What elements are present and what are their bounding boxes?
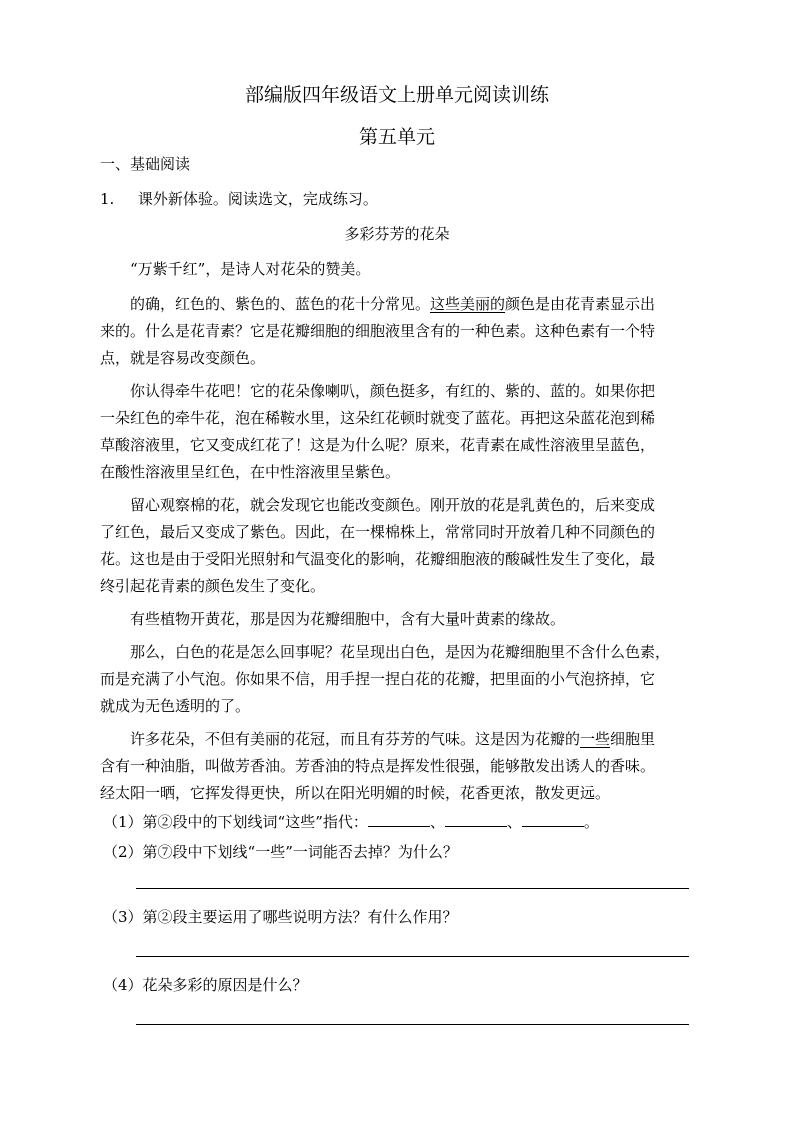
question-1-1 [103, 812, 599, 832]
paragraph-3-line-3: 草酸溶液里，它又变成红花了！这是为什么呢？原来，花青素在咸性溶液里呈蓝色， [100, 436, 656, 454]
paragraph-1-line-1: “万紫千红”，是诗人对花朵的赞美。 [130, 260, 371, 278]
sub-question-text: 花朵多彩的原因是什么？ [142, 976, 308, 994]
paragraph-7-text: 许多花朵，不但有美丽的花冠，而且有芬芳的气味。这是因为花瓣的 [130, 730, 581, 748]
answer-blank-2[interactable] [445, 812, 507, 827]
sub-question-text: 第⑦段中下划线“一些”一词能否去掉？为什么？ [142, 843, 458, 861]
paragraph-7-text-rest: 细胞里 [610, 730, 656, 748]
paragraph-2-text-rest: 颜色是由花青素显示出 [505, 295, 656, 313]
paragraph-5-line-1: 有些植物开黄花，那是因为花瓣细胞中，含有大量叶黄素的缘故。 [130, 610, 566, 628]
separator: 、 [506, 813, 522, 831]
answer-line-2[interactable] [136, 888, 689, 889]
paragraph-7-line-1 [130, 729, 655, 749]
paragraph-7-line-3: 经太阳一晒，它挥发得更快，所以在阳光明媚的时候，花香更浓，散发更远。 [100, 784, 611, 802]
paragraph-3-line-2: 一朵红色的牵牛花，泡在稀鞍水里，这朵红花顿时就变了蓝花。再把这朵蓝花泡到稀 [100, 409, 656, 427]
sub-question-number: （1） [103, 813, 143, 831]
section-heading: 一、基础阅读 [100, 155, 191, 173]
paragraph-2-text: 的确，红色的、紫色的、蓝色的花十分常见。 [130, 295, 431, 313]
article-title: 多彩芬芳的花朵 [344, 225, 450, 243]
paragraph-4-line-4: 终引起花青素的颜色发生了变化。 [100, 577, 326, 595]
sub-question-number: （4） [103, 976, 143, 994]
answer-line-4[interactable] [136, 1024, 689, 1025]
paragraph-4-line-3: 花。这也是由于受阳光照射和气温变化的影响，花瓣细胞液的酸碱性发生了变化，最 [100, 550, 656, 568]
paragraph-3-line-1: 你认得牵牛花吧！它的花朵像喇叭，颜色挺多，有红的、紫的、蓝的。如果你把 [130, 382, 656, 400]
paragraph-7-line-2: 含有一种油脂，叫做芳香油。芳香油的特点是挥发性很强，能够散发出诱人的香味。 [100, 757, 656, 775]
paragraph-6-line-2: 而是充满了小气泡。你如果不信，用手捏一捏白花的花瓣，把里面的小气泡挤掉，它 [100, 670, 656, 688]
answer-blank-1[interactable] [368, 812, 430, 827]
answer-blank-3[interactable] [522, 812, 584, 827]
underlined-yixie: 一些 [580, 730, 611, 748]
worksheet-title: 部编版四年级语文上册单元阅读训练 [244, 84, 549, 106]
paragraph-4-line-2: 了红色，最后又变成了紫色。因此，在一棵棉株上，常常同时开放着几种不同颜色的 [100, 523, 656, 541]
sub-question-number: （2） [103, 843, 143, 861]
paragraph-4-line-1: 留心观察棉的花，就会发现它也能改变颜色。刚开放的花是乳黄色的，后来变成 [130, 496, 656, 514]
paragraph-2-line-1 [130, 294, 655, 314]
sub-question-text: 第②段中的下划线词“这些”指代： [142, 813, 368, 831]
sub-question-text: 第②段主要运用了哪些说明方法？有什么作用？ [142, 908, 458, 926]
question-1-4 [103, 975, 308, 995]
question-number: 1. [100, 190, 115, 208]
question-1-3 [103, 907, 458, 927]
paragraph-6-line-3: 就成为无色透明的了。 [100, 697, 251, 715]
end-mark: 。 [583, 813, 599, 831]
separator: 、 [429, 813, 445, 831]
question-1-instruction [100, 189, 378, 209]
paragraph-3-line-4: 在酸性溶液里呈红色，在中性溶液里呈紫色。 [100, 463, 401, 481]
underlined-zhexie: 这些美丽的 [430, 295, 506, 313]
paragraph-2-line-2: 来的。什么是花青素？它是花瓣细胞的细胞液里含有的一种色素。这种色素有一个特 [100, 322, 656, 340]
question-1-2 [103, 842, 458, 862]
unit-title: 第五单元 [358, 126, 435, 148]
paragraph-6-line-1: 那么，白色的花是怎么回事呢？花呈现出白色，是因为花瓣细胞里不含什么色素， [130, 643, 671, 661]
answer-line-3[interactable] [136, 956, 689, 957]
instruction-text: 课外新体验。阅读选文，完成练习。 [137, 190, 378, 208]
paragraph-2-line-3: 点，就是容易改变颜色。 [100, 349, 266, 367]
sub-question-number: （3） [103, 908, 143, 926]
